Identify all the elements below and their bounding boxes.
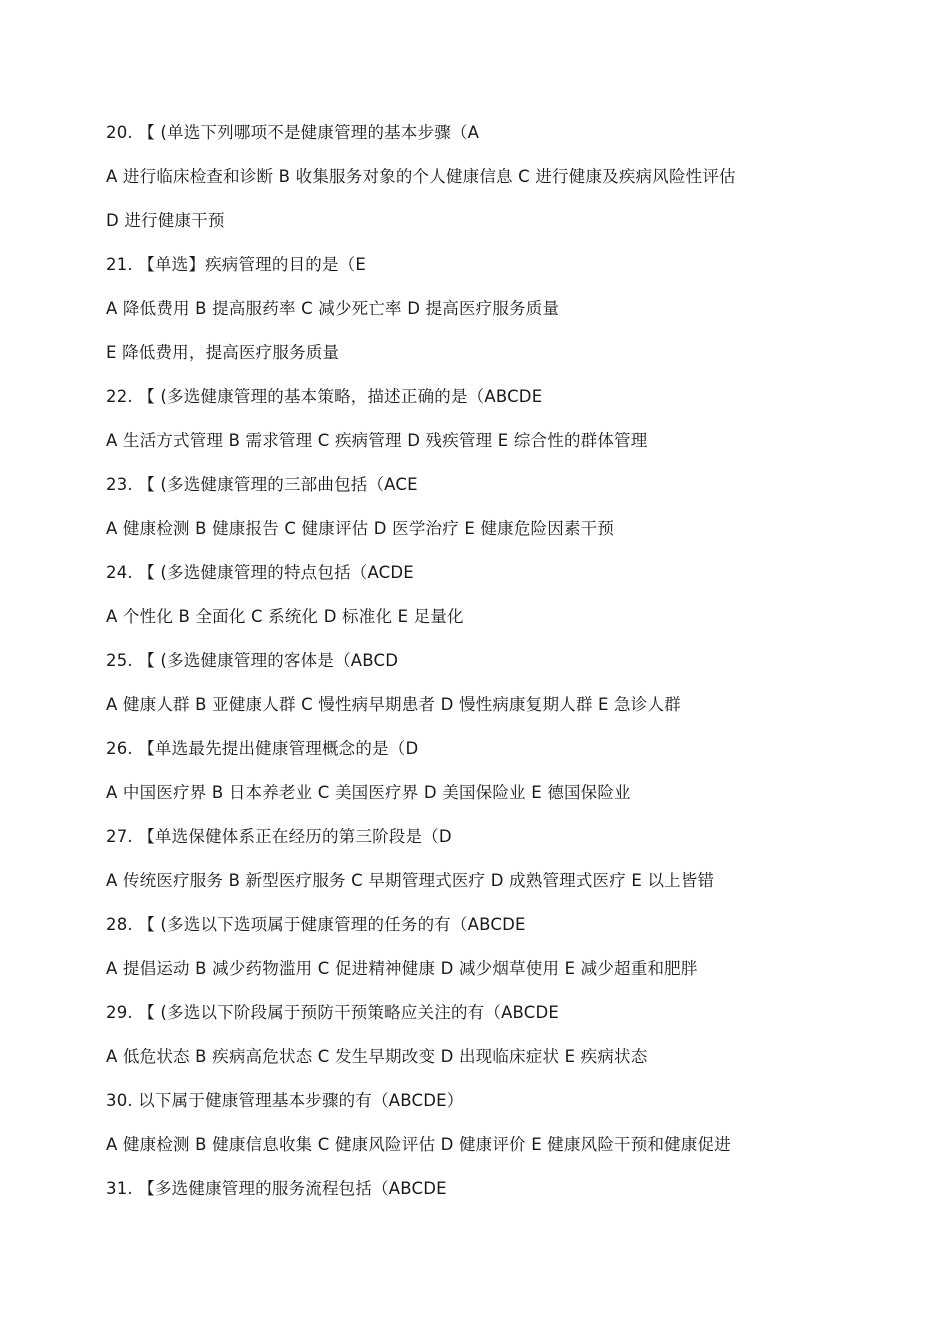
question-31: 31. 【多选健康管理的服务流程包括（ABCDE <box>106 1179 447 1198</box>
question-22: 22. 【 (多选健康管理的基本策略，描述正确的是（ABCDE <box>106 387 543 406</box>
question-28-options: A 提倡运动 B 减少药物滥用 C 促进精神健康 D 减少烟草使用 E 减少超重和肥胖 <box>106 959 698 978</box>
question-25-options: A 健康人群 B 亚健康人群 C 慢性病早期患者 D 慢性病康复期人群 E 急诊人群 <box>106 695 681 714</box>
question-29: 29. 【 (多选以下阶段属于预防干预策略应关注的有（ABCDE <box>106 1003 560 1022</box>
question-23-options: A 健康检测 B 健康报告 C 健康评估 D 医学治疗 E 健康危险因素干预 <box>106 519 615 538</box>
question-27-options: A 传统医疗服务 B 新型医疗服务 C 早期管理式医疗 D 成熟管理式医疗 E 以上皆错 <box>106 871 715 890</box>
question-21-options: A 降低费用 B 提高服药率 C 减少死亡率 D 提高医疗服务质量 <box>106 299 560 318</box>
question-20: 20. 【 (单选下列哪项不是健康管理的基本步骤（A <box>106 123 480 142</box>
question-30-options: A 健康检测 B 健康信息收集 C 健康风险评估 D 健康评价 E 健康风险干预和健康促进 <box>106 1135 731 1154</box>
question-list <box>106 118 906 1218</box>
question-23: 23. 【 (多选健康管理的三部曲包括（ACE <box>106 475 418 494</box>
question-27: 27. 【单选保健体系正在经历的第三阶段是（D <box>106 827 452 846</box>
question-26: 26. 【单选最先提出健康管理概念的是（D <box>106 739 419 758</box>
question-21: 21. 【单选】疾病管理的目的是（E <box>106 255 367 274</box>
question-26-options: A 中国医疗界 B 日本养老业 C 美国医疗界 D 美国保险业 E 德国保险业 <box>106 783 631 802</box>
question-30: 30. 以下属于健康管理基本步骤的有（ABCDE） <box>106 1091 464 1110</box>
question-21-options-cont: E 降低费用，提高医疗服务质量 <box>106 343 340 362</box>
question-20-options-cont: D 进行健康干预 <box>106 211 225 230</box>
question-28: 28. 【 (多选以下选项属于健康管理的任务的有（ABCDE <box>106 915 526 934</box>
question-20-options: A 进行临床检查和诊断 B 收集服务对象的个人健康信息 C 进行健康及疾病风险性评估 <box>106 167 736 186</box>
question-22-options: A 生活方式管理 B 需求管理 C 疾病管理 D 残疾管理 E 综合性的群体管理 <box>106 431 648 450</box>
question-29-options: A 低危状态 B 疾病高危状态 C 发生早期改变 D 出现临床症状 E 疾病状态 <box>106 1047 648 1066</box>
question-24: 24. 【 (多选健康管理的特点包括（ACDE <box>106 563 414 582</box>
question-25: 25. 【 (多选健康管理的客体是（ABCD <box>106 651 399 670</box>
question-24-options: A 个性化 B 全面化 C 系统化 D 标准化 E 足量化 <box>106 607 464 626</box>
